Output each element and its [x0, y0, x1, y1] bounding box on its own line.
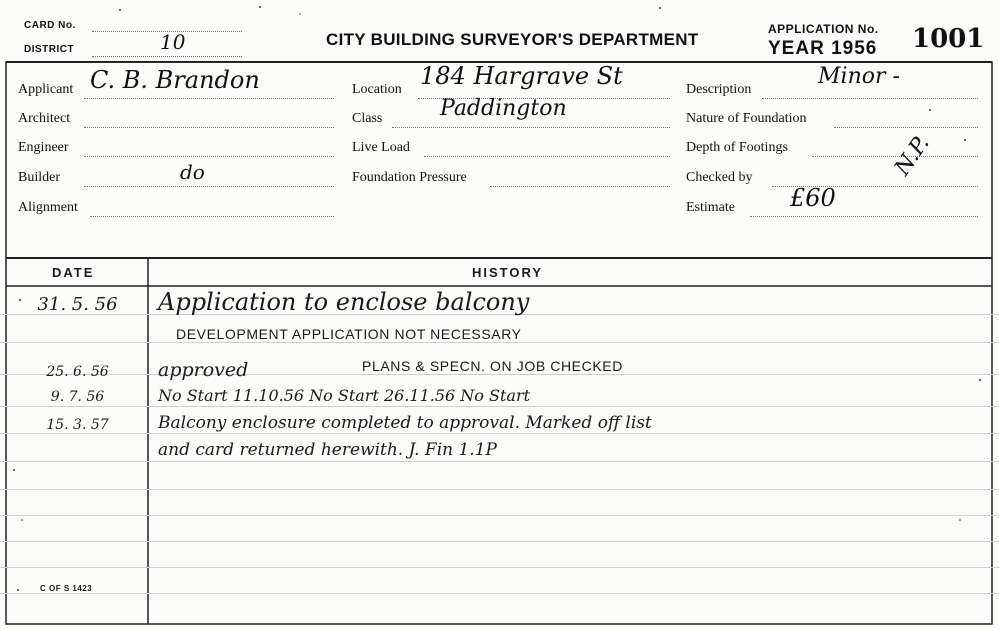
live-load-label: Live Load	[352, 140, 410, 155]
class-label: Class	[352, 111, 383, 126]
estimate-line	[750, 216, 978, 217]
estimate-label: Estimate	[686, 200, 735, 215]
location-value-2: Paddington	[440, 96, 567, 121]
description-label: Description	[686, 82, 752, 97]
history-rule	[0, 593, 999, 594]
history-date: 9. 7. 56	[50, 389, 105, 405]
history-rule	[0, 342, 999, 343]
live-load-line	[424, 156, 670, 157]
location-value: 184 Hargrave St	[420, 62, 623, 90]
history-rule	[0, 433, 999, 434]
builder-line	[84, 186, 334, 187]
checked-by-value: N.P.	[890, 131, 935, 181]
builder-label: Builder	[18, 170, 60, 185]
year-label: YEAR 1956	[768, 38, 878, 59]
history-rule	[0, 567, 999, 568]
history-rule	[0, 515, 999, 516]
applicant-line	[84, 98, 334, 99]
history-entry-text: Application to enclose balcony	[158, 288, 530, 316]
alignment-line	[90, 216, 334, 217]
history-entry-text: Balcony enclosure completed to approval. Marked off list	[158, 413, 652, 433]
checked-by-label: Checked by	[686, 170, 753, 185]
district-value: 10	[160, 30, 186, 54]
architect-label: Architect	[18, 111, 71, 126]
history-rule	[0, 374, 999, 375]
depth-of-footings-label: Depth of Footings	[686, 140, 788, 155]
nature-of-foundation-line	[834, 127, 978, 128]
history-entry-text: and card returned herewith. J. Fin 1.1P	[158, 440, 497, 460]
class-line	[392, 127, 670, 128]
applicant-label: Applicant	[18, 82, 74, 97]
history-stamp: DEVELOPMENT APPLICATION NOT NECESSARY	[176, 326, 522, 342]
history-rule	[0, 406, 999, 407]
history-rule	[0, 461, 999, 462]
engineer-label: Engineer	[18, 140, 69, 155]
location-label: Location	[352, 82, 402, 97]
description-value: Minor -	[818, 64, 900, 89]
applicant-value: C. B. Brandon	[90, 66, 260, 94]
engineer-line	[84, 156, 334, 157]
history-date: 31. 5. 56	[37, 294, 118, 315]
card-no-label: CARD No.	[24, 20, 76, 31]
estimate-value: £60	[790, 184, 836, 212]
department-title: CITY BUILDING SURVEYOR'S DEPARTMENT	[326, 30, 699, 49]
history-stamp: PLANS & SPECN. ON JOB CHECKED	[362, 358, 623, 374]
alignment-label: Alignment	[18, 200, 78, 215]
history-date: 15. 3. 57	[46, 417, 109, 433]
foundation-pressure-line	[490, 186, 670, 187]
nature-of-foundation-label: Nature of Foundation	[686, 111, 807, 126]
description-line	[762, 98, 978, 99]
history-date: 25. 6. 56	[46, 364, 109, 380]
district-line	[92, 56, 242, 57]
date-column-header: DATE	[52, 265, 95, 280]
district-label: DISTRICT	[24, 44, 75, 55]
history-rule	[0, 541, 999, 542]
history-entry-text: approved	[158, 359, 249, 381]
history-entry-text: No Start 11.10.56 No Start 26.11.56 No Start	[158, 386, 531, 405]
history-column-header: HISTORY	[472, 265, 544, 280]
foundation-pressure-label: Foundation Pressure	[352, 170, 467, 185]
builder-value: do	[180, 160, 205, 184]
history-rule	[0, 489, 999, 490]
architect-line	[84, 127, 334, 128]
form-code: C OF S 1423	[40, 584, 93, 593]
application-number: 1001	[912, 24, 985, 54]
application-no-label: APPLICATION No.	[768, 22, 879, 36]
